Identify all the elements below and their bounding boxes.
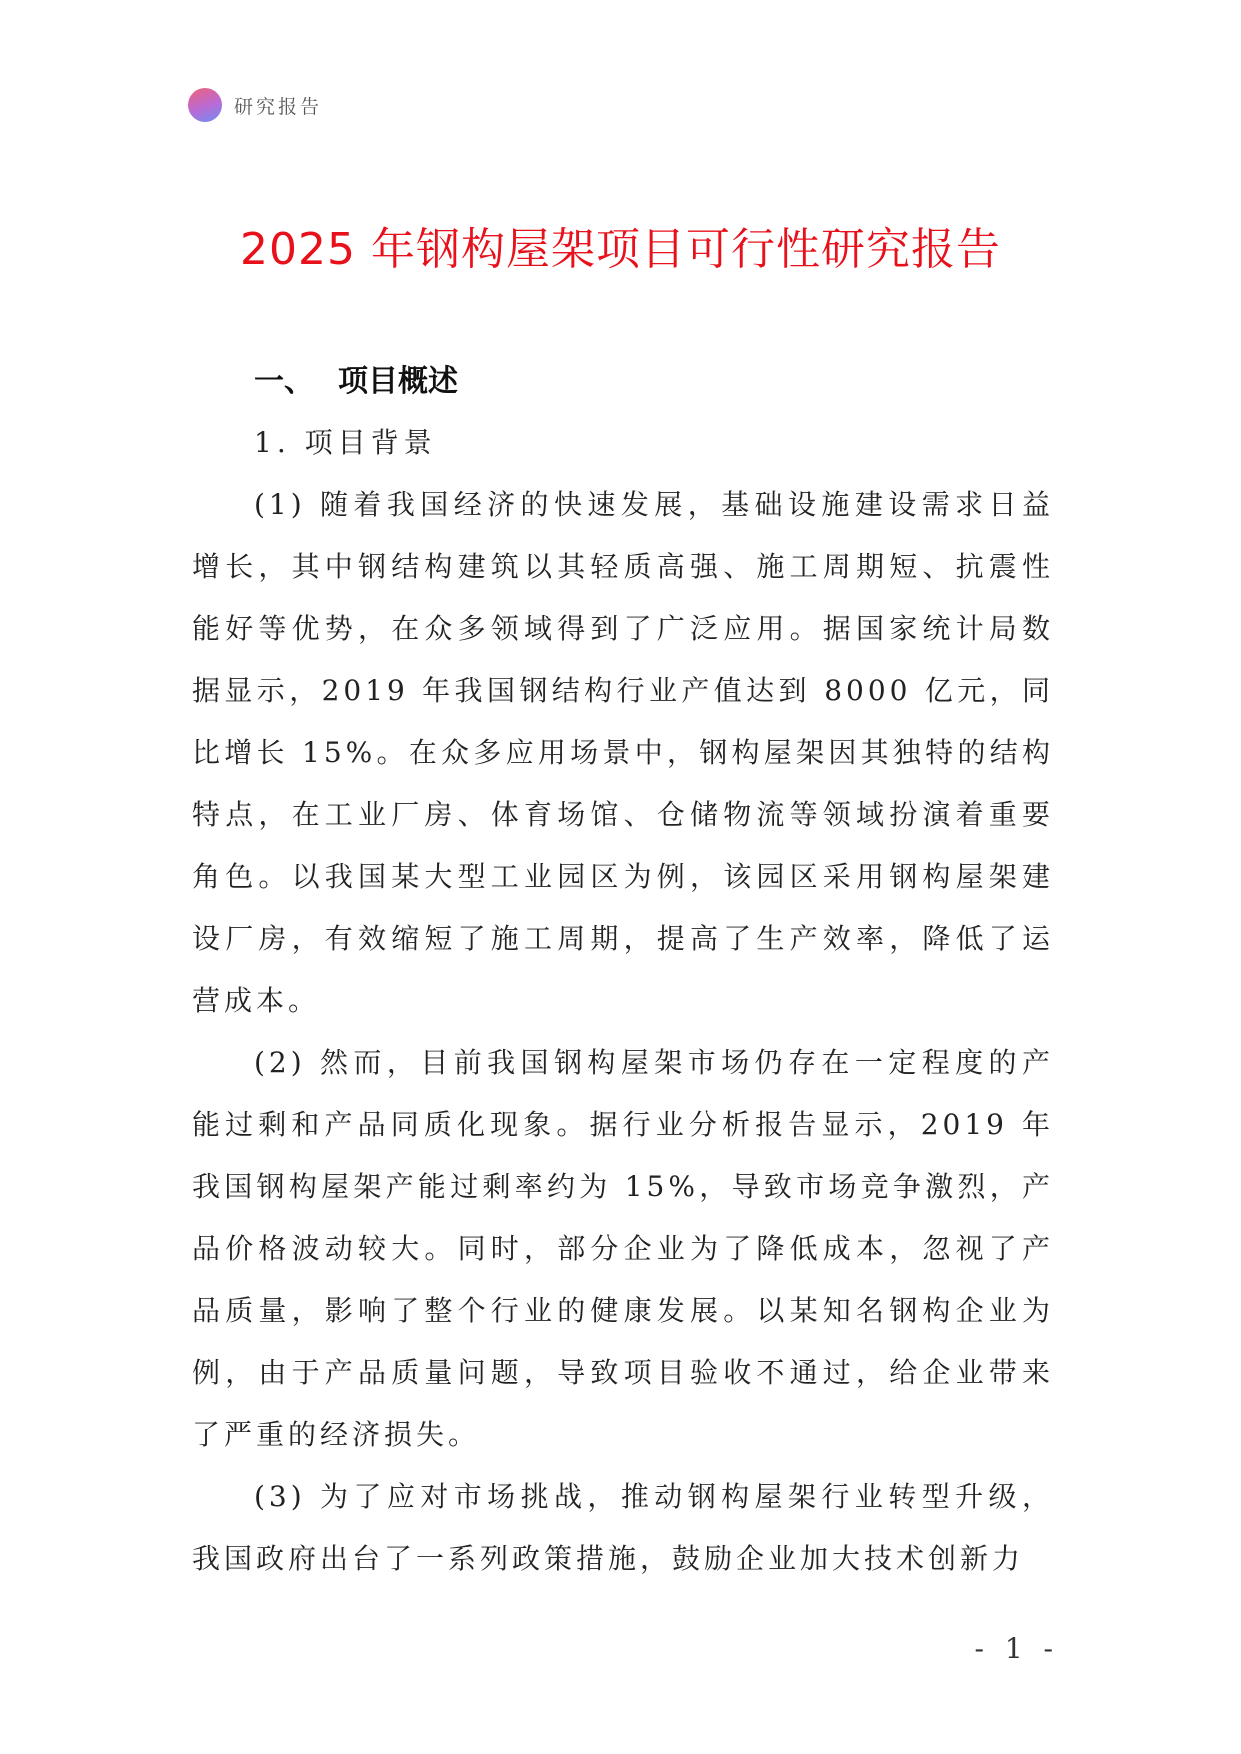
header-label: 研究报告 xyxy=(234,95,323,118)
section-heading xyxy=(254,352,1054,412)
paragraph-2: (2) 然而，目前我国钢构屋架市场仍存在一定程度的产能过剩和产品同质化现象。据行业分析报告显示，2019 年我国钢构屋架产能过剩率约为 15%，导致市场竞争激烈，产品价格波动较大。同时，部分企业为了降低成本，忽视了产品质量，影响了整个行业的健康发展。以某知名钢构企业为例，由于产品质量问题，导致项目验收不通过，给企业带来了严重的经济损失。 xyxy=(192,1046,1054,1451)
report-logo-icon xyxy=(188,88,222,122)
paragraph-3: (3) 为了应对市场挑战，推动钢构屋架行业转型升级，我国政府出台了一系列政策措施，鼓励企业加大技术创新力 xyxy=(192,1480,1054,1575)
page-header xyxy=(188,88,322,122)
section-title: 项目概述 xyxy=(338,364,458,399)
subsection-heading: 1. 项目背景 xyxy=(254,426,437,459)
section-number: 一、 xyxy=(254,364,314,399)
document-title: 2025 年钢构屋架项目可行性研究报告 xyxy=(240,224,1001,275)
document-body xyxy=(192,352,1054,1590)
paragraph-1: (1) 随着我国经济的快速发展，基础设施建设需求日益增长，其中钢结构建筑以其轻质高强、施工周期短、抗震性能好等优势，在众多领域得到了广泛应用。据国家统计局数据显示，2019 年我国钢结构行业产值达到 8000 亿元，同比增长 15%。在众多应用场景中，钢构屋架因其独特的结构特点，在工业厂房、体育场馆、仓储物流等领域扮演着重要角色。以我国某大型工业园区为例，该园区采用钢构屋架建设厂房，有效缩短了施工周期，提高了生产效率，降低了运营成本。 xyxy=(192,488,1054,1017)
page-number: - 1 - xyxy=(974,1632,1059,1665)
